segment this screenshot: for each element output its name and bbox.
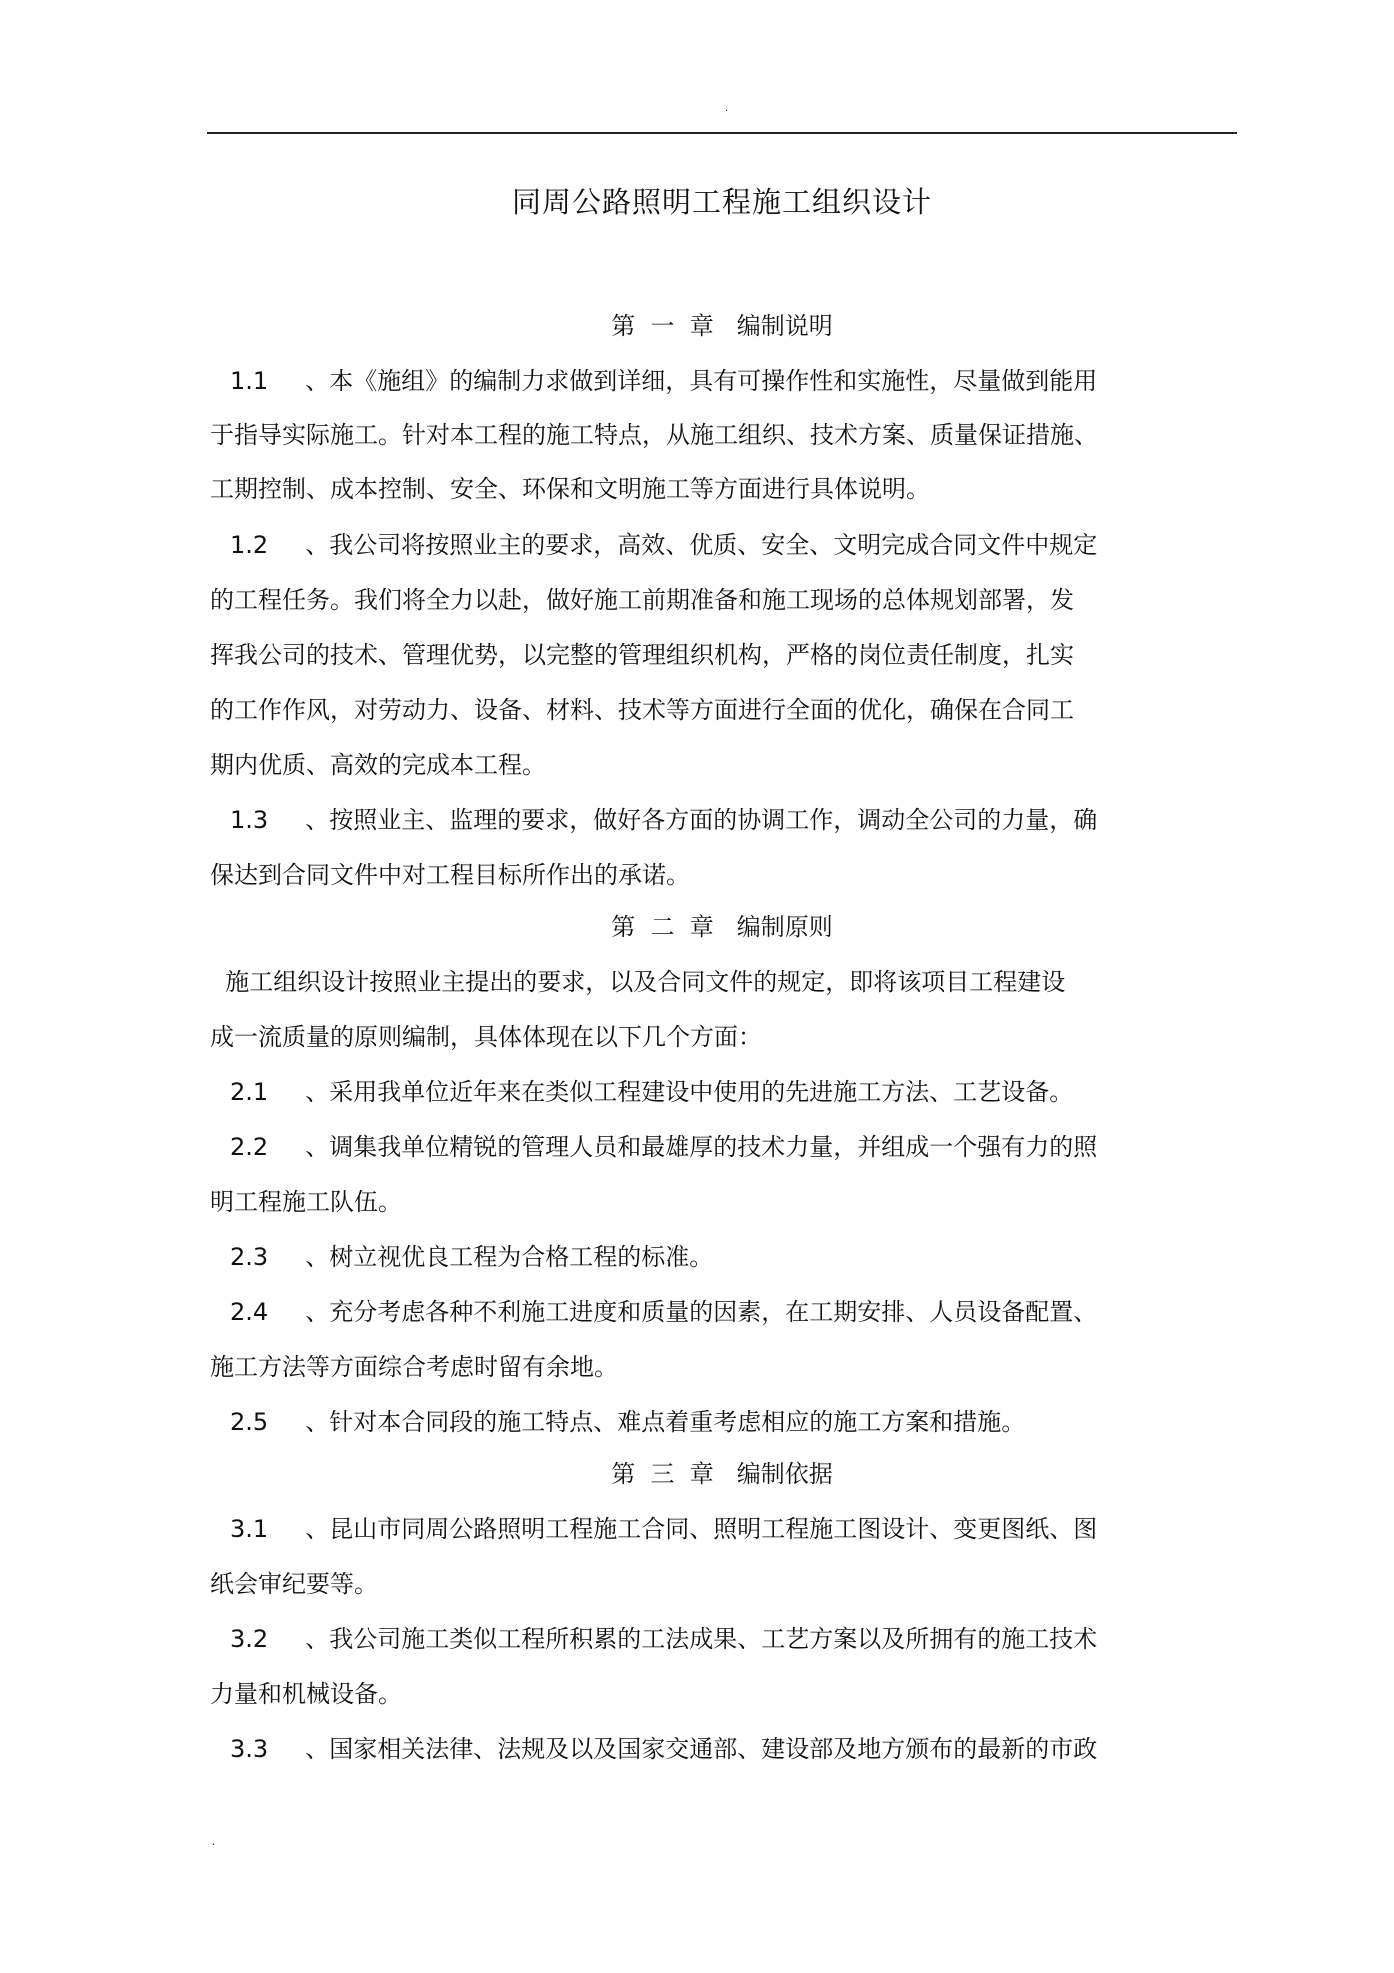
item-number: 2.3 bbox=[230, 1243, 269, 1271]
paragraph-line: 施工方法等方面综合考虑时留有余地。 bbox=[210, 1353, 618, 1381]
line-text: 、我公司施工类似工程所积累的工法成果、工艺方案以及所拥有的施工技术 bbox=[290, 1625, 1098, 1653]
paragraph-line: 力量和机械设备。 bbox=[210, 1680, 402, 1708]
chapter-1-heading: 第 一 章 编制说明 bbox=[611, 312, 833, 340]
item-number: 3.2 bbox=[230, 1625, 269, 1653]
paragraph-line: 工期控制、成本控制、安全、环保和文明施工等方面进行具体说明。 bbox=[210, 475, 930, 503]
paragraph-line bbox=[210, 1072, 1073, 1112]
paragraph-line: 明工程施工队伍。 bbox=[210, 1188, 402, 1216]
paragraph-line: 的工程任务。我们将全力以赴，做好施工前期准备和施工现场的总体规划部署，发 bbox=[210, 586, 1074, 614]
header-rule bbox=[207, 132, 1237, 134]
paragraph-line bbox=[210, 800, 1097, 840]
paragraph-line bbox=[210, 1509, 1097, 1549]
item-number: 1.1 bbox=[230, 367, 269, 395]
line-text: 、按照业主、监理的要求，做好各方面的协调工作，调动全公司的力量，确 bbox=[290, 806, 1098, 834]
document-title: 同周公路照明工程施工组织设计 bbox=[511, 185, 932, 219]
paragraph-line: 的工作作风，对劳动力、设备、材料、技术等方面进行全面的优化，确保在合同工 bbox=[210, 696, 1074, 724]
item-number: 1.3 bbox=[230, 806, 269, 834]
item-number: 3.3 bbox=[230, 1735, 269, 1763]
paragraph-line: 挥我公司的技术、管理优势，以完整的管理组织机构，严格的岗位责任制度，扎实 bbox=[210, 641, 1074, 669]
line-text: 、树立视优良工程为合格工程的标准。 bbox=[290, 1243, 714, 1271]
paragraph-line: 施工组织设计按照业主提出的要求，以及合同文件的规定，即将该项目工程建设 bbox=[210, 968, 1066, 996]
paragraph-line bbox=[210, 361, 1097, 401]
paragraph-line bbox=[210, 1729, 1097, 1769]
item-number: 1.2 bbox=[230, 531, 269, 559]
item-number: 2.5 bbox=[230, 1408, 269, 1436]
item-number: 3.1 bbox=[230, 1515, 269, 1543]
paragraph-line bbox=[210, 1402, 1025, 1442]
item-number: 2.1 bbox=[230, 1078, 269, 1106]
paragraph-line: 纸会审纪要等。 bbox=[210, 1570, 378, 1598]
item-number: 2.2 bbox=[230, 1133, 269, 1161]
chapter-3-heading: 第 三 章 编制依据 bbox=[611, 1460, 833, 1488]
paragraph-line bbox=[210, 1292, 1097, 1332]
line-text: 、我公司将按照业主的要求，高效、优质、安全、文明完成合同文件中规定 bbox=[290, 531, 1098, 559]
paragraph-line bbox=[210, 1127, 1097, 1167]
line-text: 、针对本合同段的施工特点、难点着重考虑相应的施工方案和措施。 bbox=[290, 1408, 1026, 1436]
paragraph-line: 于指导实际施工。针对本工程的施工特点，从施工组织、技术方案、质量保证措施、 bbox=[210, 421, 1098, 449]
footer-mark: . bbox=[212, 1837, 216, 1848]
paragraph-line: 成一流质量的原则编制，具体体现在以下几个方面： bbox=[210, 1023, 762, 1051]
line-text: 、昆山市同周公路照明工程施工合同、照明工程施工图设计、变更图纸、图 bbox=[290, 1515, 1098, 1543]
line-text: 、国家相关法律、法规及以及国家交通部、建设部及地方颁布的最新的市政 bbox=[290, 1735, 1098, 1763]
paragraph-line bbox=[210, 1237, 713, 1277]
paragraph-line bbox=[210, 525, 1097, 565]
paragraph-line: 期内优质、高效的完成本工程。 bbox=[210, 751, 546, 779]
item-number: 2.4 bbox=[230, 1298, 269, 1326]
chapter-2-heading: 第 二 章 编制原则 bbox=[611, 913, 833, 941]
line-text: 、本《施组》的编制力求做到详细，具有可操作性和实施性，尽量做到能用 bbox=[290, 367, 1098, 395]
line-text: 、采用我单位近年来在类似工程建设中使用的先进施工方法、工艺设备。 bbox=[290, 1078, 1074, 1106]
line-text: 、充分考虑各种不利施工进度和质量的因素，在工期安排、人员设备配置、 bbox=[290, 1298, 1098, 1326]
paragraph-line bbox=[210, 1619, 1097, 1659]
paragraph-line: 保达到合同文件中对工程目标所作出的承诺。 bbox=[210, 861, 690, 889]
line-text: 、调集我单位精锐的管理人员和最雄厚的技术力量，并组成一个强有力的照 bbox=[290, 1133, 1098, 1161]
header-mark: . bbox=[725, 103, 729, 114]
